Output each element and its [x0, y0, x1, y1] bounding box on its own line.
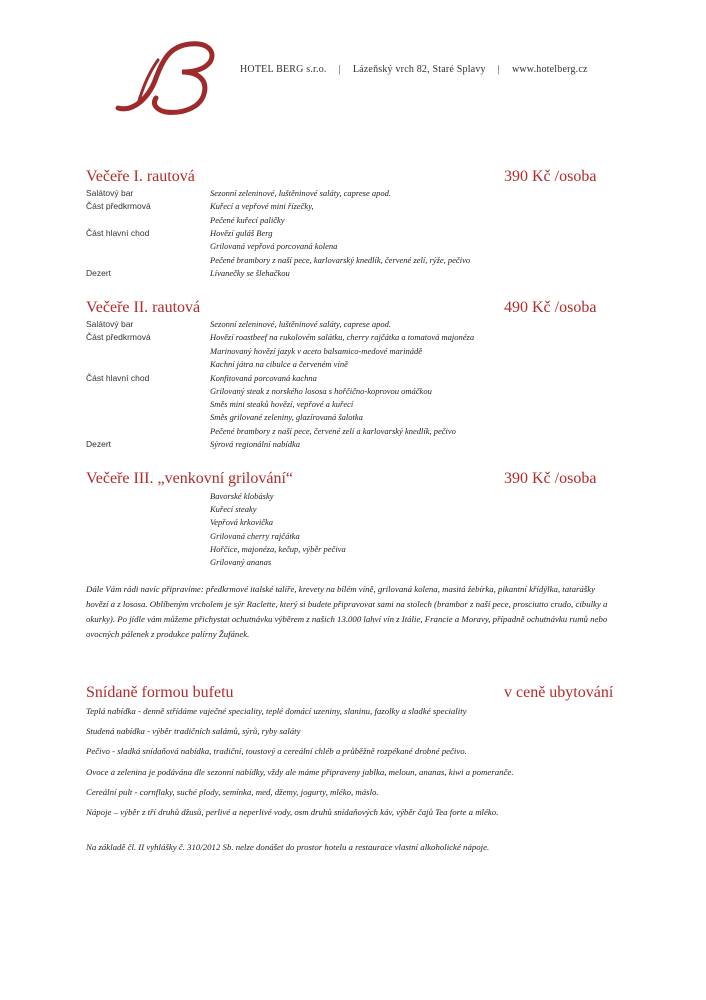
- extras-paragraph: Dále Vám rádi navíc připravíme: předkrmové italské talíře, krevety na bílém víně, grilovaná kolena, masitá žebírka, pikantní křídýlka, tatarášky hovězí a z lososa. Oblíbeným vrcholem je sýr Raclette, který si budete připravovat sami na stolech (brambor z naší pece, prosciutto crudo, cibulky a okurky). Po jídle vám můžeme přichystat ochutnávku výběrem z našich 13.000 lahví vín z Itálie, Francie a Moravy, případně ochutnávku rumů nebo ovocných pálenek z produkce palírny Žufánek.: [86, 584, 608, 639]
- menu-item: Hovězí roastbeef na rukolovém salátku, cherry rajčátka a tomatová majonéza: [210, 332, 475, 342]
- menu-item: Hořčice, majonéza, kečup, výběr pečiva: [210, 544, 346, 554]
- breakfast-line: Pečivo - sladká snídaňová nabídka, tradiční, toustový a cereální chléb a průběžně rozpékané drobné pečivo.: [86, 746, 467, 756]
- separator: |: [497, 64, 500, 75]
- hotel-logo-icon: [112, 38, 224, 118]
- section-price: 390 Kč /osoba: [504, 168, 597, 185]
- company-name: HOTEL BERG s.r.o.: [240, 64, 327, 75]
- menu-category: Část předkrmová: [86, 332, 151, 342]
- footer-note: Na základě čl. II vyhlášky č. 310/2012 Sb. nelze donášet do prostor hotelu a restaurace vlastní alkoholické nápoje.: [86, 842, 490, 852]
- section-header-dinner-3: [86, 470, 616, 492]
- menu-item: Sezonní zeleninové, luštěninové saláty, caprese apod.: [210, 319, 391, 329]
- menu-item: Grilovaný steak z norského lososa s hořčično-koprovou omáčkou: [210, 386, 432, 396]
- menu-item: Směs grilované zeleniny, glazírovaná šalotka: [210, 412, 363, 422]
- menu-item: Vepřová krkovička: [210, 517, 274, 527]
- website-link[interactable]: www.hotelberg.cz: [511, 64, 588, 75]
- menu-item: Sýrová regionální nabídka: [210, 439, 301, 449]
- menu-item: Bavorské klobásky: [210, 491, 274, 501]
- breakfast-line: Nápoje – výběr z tří druhů džusů, perlivé a neperlivé vody, osm druhů snídaňových káv, výběr čajů Tea forte a mléko.: [86, 807, 499, 817]
- breakfast-line: Teplá nabídka - denně střídáme vaječné speciality, teplé domácí uzeniny, slaninu, fazolky a sladké speciality: [86, 706, 467, 716]
- breakfast-line: Studená nabídka - výběr tradičních salámů, sýrů, ryby saláty: [86, 726, 301, 736]
- menu-item: Marinovaný hovězí jazyk v aceto balsamico-medové marinádě: [210, 346, 422, 356]
- menu-item: Grilovaná cherry rajčátka: [210, 531, 300, 541]
- menu-item: Sezonní zeleninové, luštěninové saláty, caprese apod.: [210, 188, 391, 198]
- menu-item: Pečené brambory z naší pece, karlovarský knedlík, červené zelí, rýže, pečivo: [210, 255, 471, 265]
- section-price: 390 Kč /osoba: [504, 470, 597, 487]
- menu-item: Pečené brambory z naší pece, červené zelí a karlovarský knedlík, pečivo: [210, 426, 456, 436]
- separator: |: [338, 64, 341, 75]
- address: Lázeňský vrch 82, Staré Splavy: [352, 64, 486, 75]
- section-title: Snídaně formou bufetu: [86, 684, 234, 701]
- hotel-contact-line: [240, 64, 588, 75]
- menu-item: Hovězí guláš Berg: [210, 228, 273, 238]
- section-price: v ceně ubytování: [504, 684, 614, 701]
- menu-item: Grilovaná vepřová porcovaná kolena: [210, 241, 338, 251]
- section-title: Večeře III. „venkovní grilování“: [86, 470, 294, 487]
- menu-item: Konfitovaná porcovaná kachna: [210, 373, 317, 383]
- section-header-breakfast: [86, 684, 616, 706]
- menu-category: Část hlavní chod: [86, 228, 150, 238]
- menu-category: Salátový bar: [86, 319, 134, 329]
- section-price: 490 Kč /osoba: [504, 299, 597, 316]
- menu-item: Grilovaný ananas: [210, 557, 272, 567]
- menu-item: Kachní játra na cibulce a červeném víně: [210, 359, 348, 369]
- section-title: Večeře I. rautová: [86, 168, 195, 185]
- menu-item: Kuřecí a vepřové mini řízečky,: [210, 201, 314, 211]
- section-title: Večeře II. rautová: [86, 299, 201, 316]
- breakfast-line: Cereální pult - cornflaky, suché plody, semínka, med, džemy, jogurty, mléko, máslo.: [86, 787, 379, 797]
- menu-category: Salátový bar: [86, 188, 134, 198]
- menu-item: Kuřecí steaky: [210, 504, 257, 514]
- menu-item: Lívanečky se šlehačkou: [210, 268, 290, 278]
- menu-item: Směs mini steaků hovězí, vepřové a kuřecí: [210, 399, 354, 409]
- page-header: [0, 0, 706, 130]
- menu-category: Dezert: [86, 439, 112, 449]
- menu-category: Část hlavní chod: [86, 373, 150, 383]
- menu-category: Část předkrmová: [86, 201, 151, 211]
- menu-item: Pečené kuřecí paličky: [210, 215, 285, 225]
- breakfast-line: Ovoce a zelenina je podávána dle sezonní nabídky, vždy ale máme připraveny jablka, meloun, ananas, kiwi a pomeranče.: [86, 767, 514, 777]
- menu-category: Dezert: [86, 268, 112, 278]
